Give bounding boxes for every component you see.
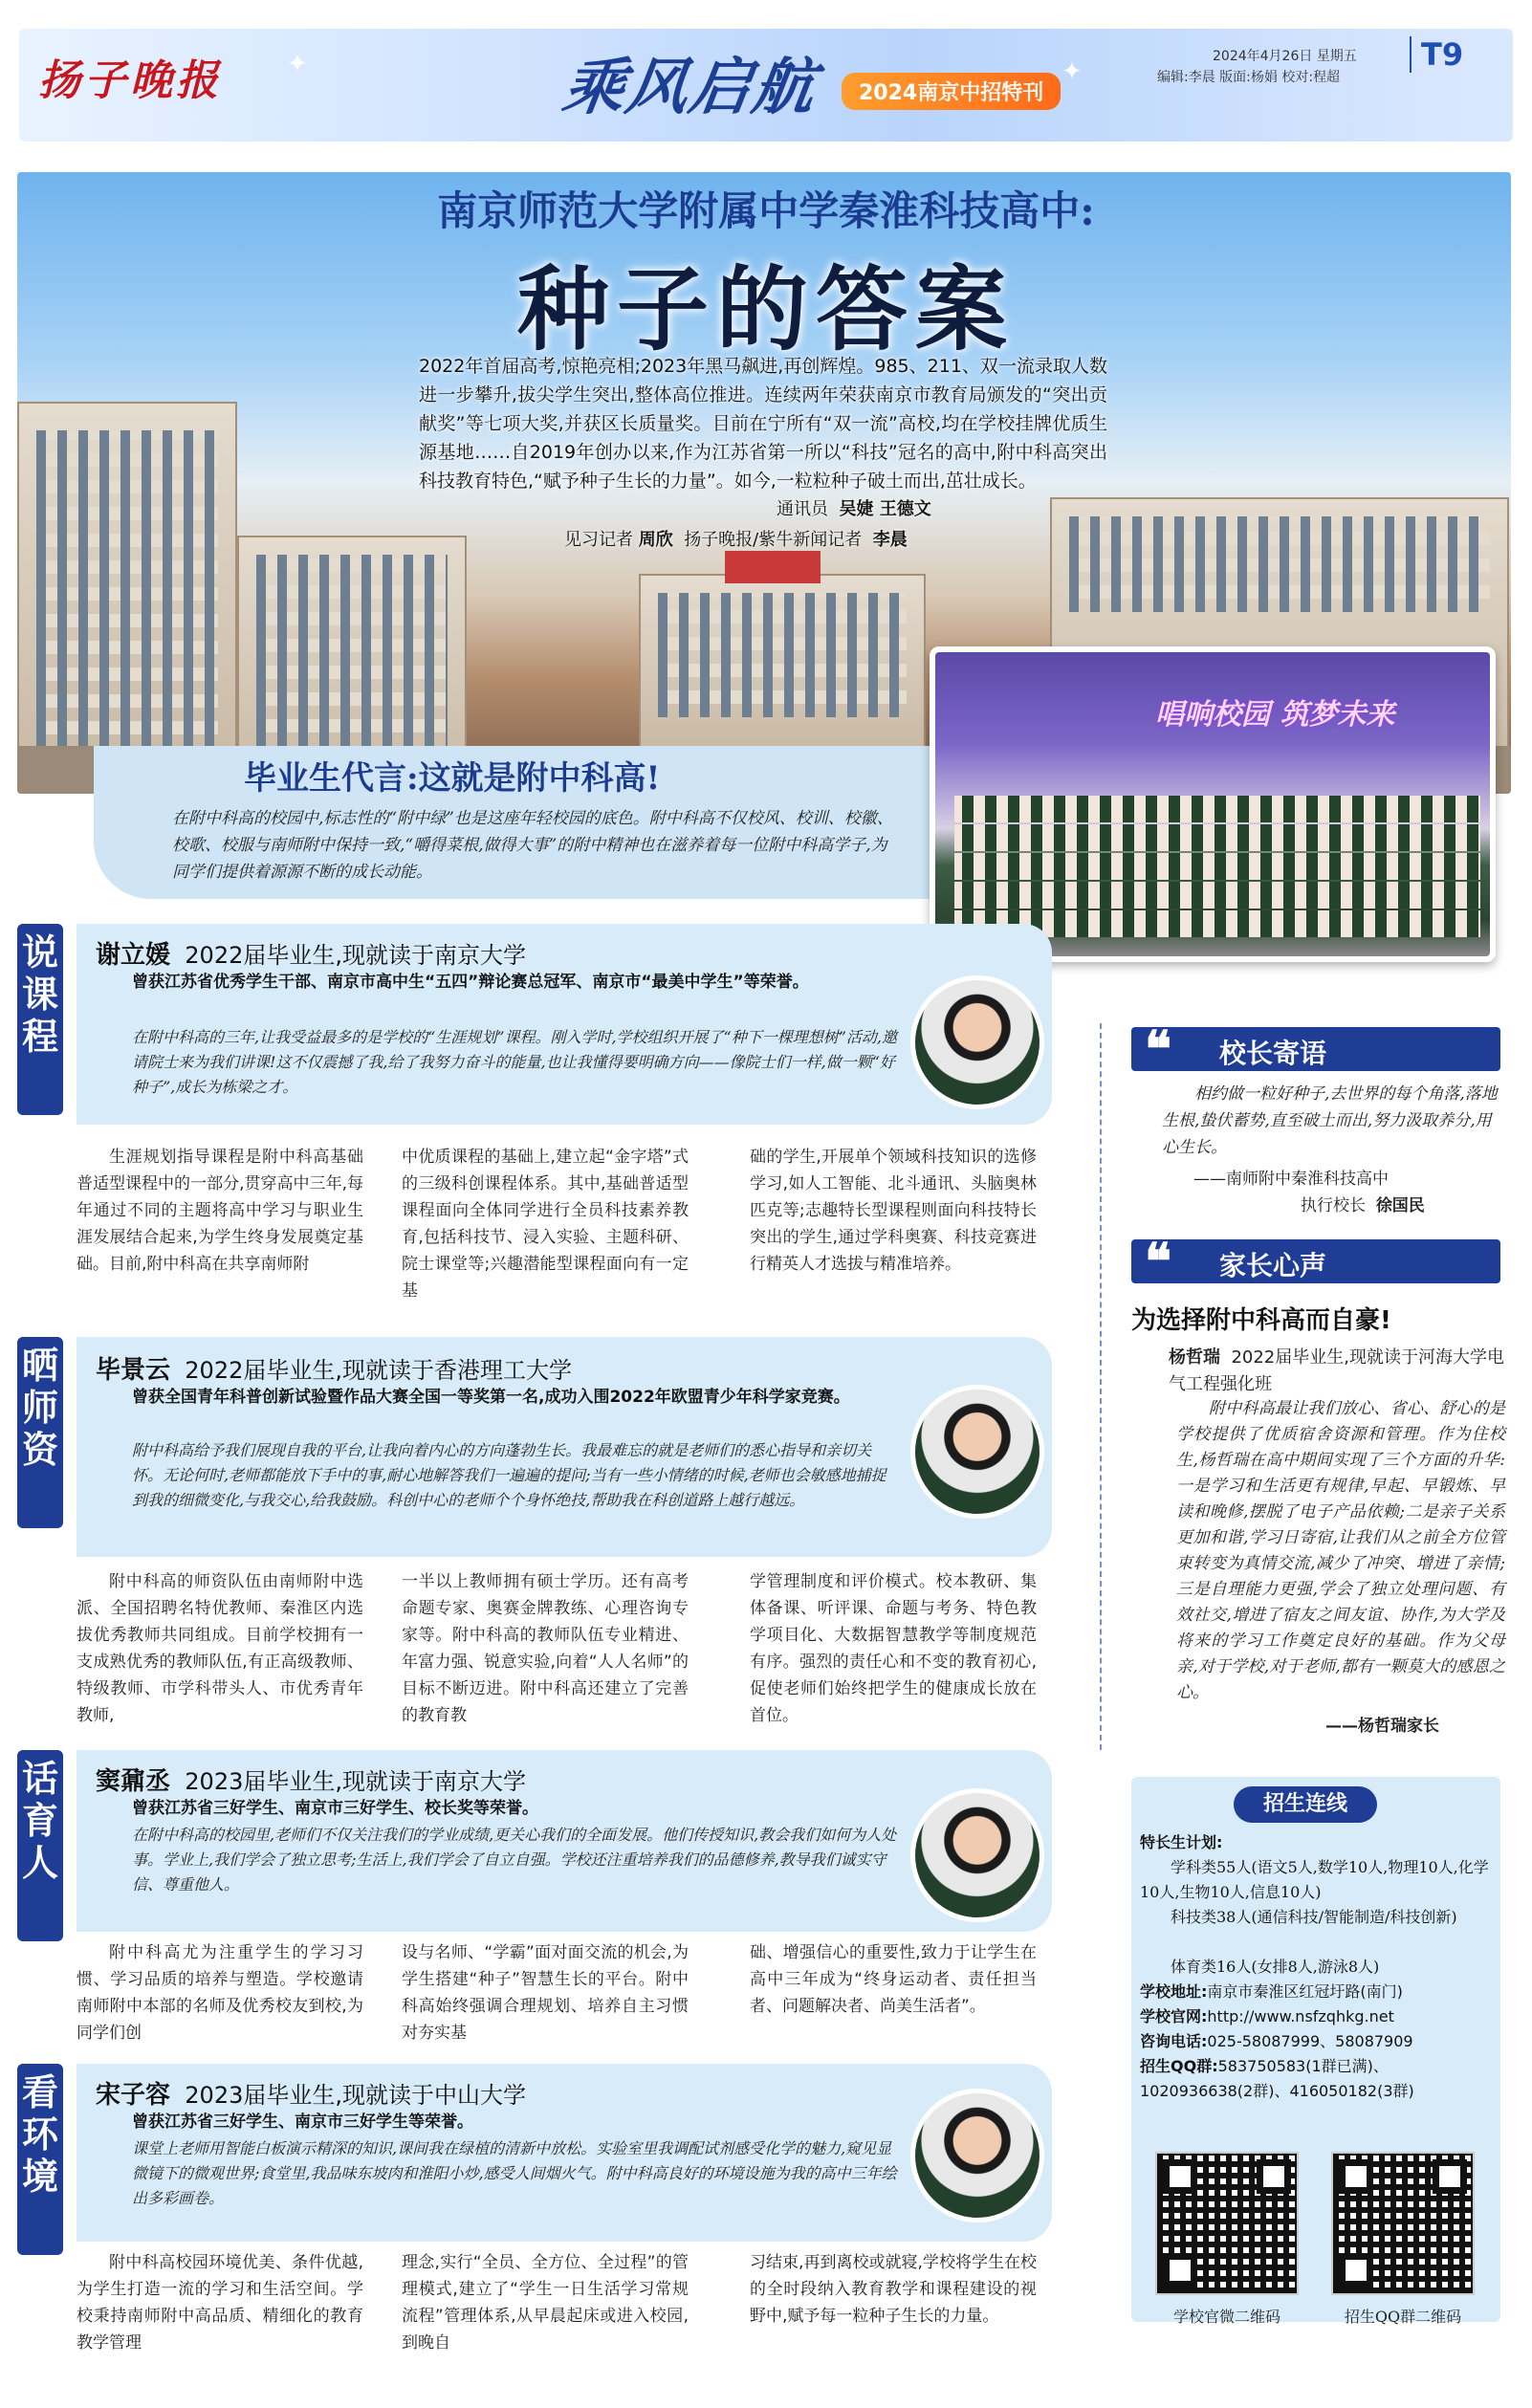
school-phone bbox=[1140, 2029, 1496, 2054]
principal-title-label: 执行校长 bbox=[1301, 1196, 1366, 1215]
newspaper-logo: 扬子晚报 bbox=[38, 56, 222, 105]
profile-honor: 曾获全国青年科普创新试验暨作品大赛全国一等奖第一名,成功入围2022年欧盟青少年科学家竞赛。 bbox=[132, 1388, 850, 1407]
plan-label: 特长生计划: bbox=[1140, 1833, 1223, 1851]
qq-label: 招生QQ群: bbox=[1140, 2057, 1218, 2075]
photo-banner: 唱响校园 筑梦未来 bbox=[1155, 698, 1395, 732]
page-number: T9 bbox=[1410, 36, 1463, 73]
profile-quote: 课堂上老师用智能白板演示精深的知识,课间我在绿植的清新中放松。实验室里我调配试剂感受化学的魅力,窥见显微镜下的微观世界;食堂里,我品味东坡肉和淮阳小炒,感受人间烟火气。附中科高良好的环境设施为我的高中三年绘出多彩画卷。 bbox=[132, 2139, 897, 2207]
article-column: 生涯规划指导课程是附中科高基础普适型课程中的一部分,贯穿高中三年,每年通过不同的主题将高中学习与职业生涯发展结合起来,为学生终身发展奠定基础。目前,附中科高在共享南师附 bbox=[77, 1148, 363, 1274]
graduation-group-photo bbox=[930, 646, 1496, 962]
plan-subject: 学科类55人(语文5人,数学10人,物理10人,化学10人,生物10人,信息10人) bbox=[1140, 1858, 1489, 1901]
qq-groups bbox=[1140, 2054, 1496, 2104]
phone-value: 025-58087999、58087909 bbox=[1207, 2032, 1413, 2050]
student-photo bbox=[910, 2089, 1044, 2222]
byline-label: 扬子晚报/紫牛新闻记者 bbox=[684, 530, 863, 550]
article-column: 一半以上教师拥有硕士学历。还有高考命题专家、奥赛金牌教练、心理咨询专家等。附中科高的教师队伍专业精进、年富力强、锐意实验,向着“人人名师”的目标不断迈进。附中科高还建立了完善的教育教 bbox=[402, 1572, 689, 1725]
student-name: 窦鼐丞 bbox=[96, 1767, 171, 1796]
parent-headline: 为选择附中科高而自豪! bbox=[1131, 1306, 1391, 1335]
parent-sign: ——杨哲瑞家长 bbox=[1325, 1717, 1439, 1736]
article-column: 础的学生,开展单个领域科技知识的选修学习,如人工智能、北斗通讯、头脑奥林匹克等;志趣特长型课程则面向科技特长突出的学生,通过学科奥赛、科技竞赛进行精英人才选拔与精准培养。 bbox=[750, 1148, 1037, 1274]
statement-title: 毕业生代言:这就是附中科高! bbox=[244, 759, 661, 798]
profile-name bbox=[96, 1350, 572, 1386]
quote-icon: ❝ bbox=[1145, 1233, 1171, 1291]
site-label: 学校官网: bbox=[1140, 2007, 1208, 2025]
profile-quote: 附中科高给予我们展现自我的平台,让我向着内心的方向蓬勃生长。我最难忘的就是老师们的悉心指导和亲切关怀。无论何时,老师都能放下手中的事,耐心地解答我们一遍遍的提问;当有一些小情绪的时候,老师也会敏感地捕捉到我的细微变化,与我交心,给我鼓励。科创中心的老师个个身怀绝技,帮助我在科创道路上越行越远。 bbox=[132, 1441, 886, 1509]
byline-names: 吴婕 王德文 bbox=[839, 499, 931, 519]
principal-sign: ——南师附中秦淮科技高中 bbox=[1193, 1170, 1389, 1189]
article-lead: 2022年首届高考,惊艳亮相;2023年黑马飙进,再创辉煌。985、211、双一流录取人数进一步攀升,拔尖学生突出,整体高位推进。连续两年荣获南京市教育局颁发的“突出贡献奖”等七项大奖,并获区长质量奖。目前在宁所有“双一流”高校,均在学校挂牌优质生源基地……自2019年创办以来,作为江苏省第一所以“科技”冠名的高中,附中科高突出科技教育特色,“赋予种子生长的力量”。如今,一粒粒种子破土而出,茁壮成长。 bbox=[419, 356, 1107, 492]
student-photo bbox=[910, 975, 1044, 1109]
byline-name: 周欣 bbox=[638, 530, 673, 550]
profile-name bbox=[96, 2075, 526, 2111]
qr-caption: 招生QQ群二维码 bbox=[1344, 2308, 1462, 2326]
student-photo bbox=[910, 1385, 1044, 1519]
profile-honor: 曾获江苏省三好学生、南京市三好学生等荣誉。 bbox=[132, 2112, 473, 2132]
student-desc: 2022届毕业生,现就读于南京大学 bbox=[185, 942, 526, 969]
school-website bbox=[1140, 2004, 1496, 2029]
quote-icon: ❝ bbox=[1145, 1020, 1171, 1079]
byline-label: 见习记者 bbox=[564, 530, 633, 550]
parent-student-name: 杨哲瑞 bbox=[1169, 1347, 1220, 1368]
address-label: 学校地址: bbox=[1140, 1982, 1208, 2001]
section-tab-courses: 说 课 程 bbox=[17, 924, 63, 1115]
student-photo bbox=[910, 1788, 1044, 1922]
article-column: 学管理制度和评价模式。校本教研、集体备课、听评课、命题与考务、特色教学项目化、大数据智慧教学等制度规范有序。强烈的责任心和不变的教育初心,促使老师们始终把学生的健康成长放在首位。 bbox=[750, 1572, 1037, 1725]
parent-header-label: 家长心声 bbox=[1219, 1250, 1327, 1281]
parent-student bbox=[1169, 1345, 1505, 1398]
byline-correspondents bbox=[777, 495, 931, 520]
qq-qr-code[interactable] bbox=[1331, 2152, 1475, 2295]
profile-honor: 曾获江苏省优秀学生干部、南京市高中生“五四”辩论赛总冠军、南京市“最美中学生”等荣誉。 bbox=[132, 973, 809, 992]
section-tab-education: 话 育 人 bbox=[17, 1750, 63, 1941]
profile-name bbox=[96, 935, 526, 971]
phone-label: 咨询电话: bbox=[1140, 2032, 1208, 2050]
article-column: 附中科高校园环境优美、条件优越,为学生打造一流的学习和生活空间。学校秉持南师附中高品质、精细化的教育教学管理 bbox=[77, 2253, 363, 2353]
section-tab-teachers: 晒 师 资 bbox=[17, 1337, 63, 1528]
student-desc: 2022届毕业生,现就读于香港理工大学 bbox=[185, 1357, 572, 1384]
wechat-qr-code[interactable] bbox=[1155, 2152, 1299, 2295]
student-name: 毕景云 bbox=[96, 1356, 171, 1385]
parent-student-desc: 2022届毕业生,现就读于河海大学电气工程强化班 bbox=[1169, 1347, 1504, 1394]
principal-name: 徐国民 bbox=[1375, 1196, 1425, 1215]
parent-header bbox=[1131, 1233, 1500, 1291]
column-divider bbox=[1100, 1023, 1102, 1750]
admissions-title: 招生连线 bbox=[1234, 1786, 1377, 1823]
section-tab-environment: 看 环 境 bbox=[17, 2064, 63, 2255]
article-column: 理念,实行“全员、全方位、全过程”的管理模式,建立了“学生一日生活学习常规流程”管理体系,从早晨起床或进入校园,到晚自 bbox=[402, 2253, 689, 2353]
principal-header-label: 校长寄语 bbox=[1219, 1038, 1327, 1069]
star-icon: ✦ bbox=[287, 50, 308, 78]
student-name: 宋子容 bbox=[96, 2081, 171, 2110]
article-column: 附中科高尤为注重学生的学习习惯、学习品质的培养与塑造。学校邀请南师附中本部的名师及优秀校友到校,为同学们创 bbox=[77, 1943, 363, 2043]
statement-body: 在附中科高的校园中,标志性的“附中绿”也是这座年轻校园的底色。附中科高不仅校风、校训、校徽、校歌、校服与南师附中保持一致,“嚼得菜根,做得大事”的附中精神也在滋养着每一位附中科高学子,为同学们提供着源源不断的成长动能。 bbox=[172, 809, 893, 882]
profile-name bbox=[96, 1762, 526, 1797]
special-slogan: 乘风启航 bbox=[558, 52, 821, 123]
issue-date: 2024年4月26日 星期五 bbox=[1213, 49, 1357, 64]
principal-message: 相约做一粒好种子,去世界的每个角落,落地生根,蛰伏蓄势,直至破土而出,努力汲取养分,用心生长。 bbox=[1162, 1084, 1498, 1157]
article-column: 习结束,再到离校或就寝,学校将学生在校的全时段纳入教育教学和课程建设的视野中,赋予每一粒种子生长的力量。 bbox=[750, 2253, 1037, 2326]
special-issue-tag: 2024南京中招特刊 bbox=[842, 73, 1061, 110]
article-column: 础、增强信心的重要性,致力于让学生在高中三年成为“终身运动者、责任担当者、问题解决者、尚美生活者”。 bbox=[750, 1943, 1037, 2016]
student-name: 谢立媛 bbox=[96, 941, 171, 970]
article-column: 中优质课程的基础上,建立起“金字塔”式的三级科创课程体系。其中,基础普适型课程面向全体同学进行全员科技素养教育,包括科技节、浸入实验、主题科研、院士课堂等;兴趣潜能型课程面向有一定基 bbox=[402, 1148, 689, 1301]
parent-letter: 附中科高最让我们放心、省心、舒心的是学校提供了优质宿舍资源和管理。作为住校生,杨哲瑞在高中期间实现了三个方面的升华:一是学习和生活更有规律,早起、早锻炼、早读和晚修,摆脱了电子产品依赖;二是亲子关系更加和谐,学习日寄宿,让我们从之前全方位管束转变为真情交流,减少了冲突、增进了亲情;三是自理能力更强,学会了独立处理问题、有效社交,增进了宿友之间友谊、协作,为大学及将来的学习工作奠定良好的基础。作为父母亲,对于学校,对于老师,都有一颗莫大的感恩之心。 bbox=[1176, 1399, 1505, 1702]
byline-reporters bbox=[564, 526, 908, 551]
profile-quote: 在附中科高的三年,让我受益最多的是学校的“生涯规划”课程。刚入学时,学校组织开展了“种下一棵理想树”活动,邀请院士来为我们讲课!这不仅震撼了我,给了我努力奋斗的能量,也让我懂得要明确方向——像院士们一样,做一颗“好种子”,成长为栋梁之才。 bbox=[132, 1028, 897, 1096]
plan-tech: 科技类38人(通信科技/智能制造/科技创新) bbox=[1171, 1908, 1457, 1926]
qr-caption: 学校官微二维码 bbox=[1172, 2308, 1280, 2326]
plan-sports: 体育类16人(女排8人,游泳8人) bbox=[1171, 1958, 1380, 1976]
profile-honor: 曾获江苏省三好学生、南京市三好学生、校长奖等荣誉。 bbox=[132, 1799, 538, 1818]
article-column: 附中科高的师资队伍由南师附中选派、全国招聘名特优教师、秦淮区内选拔优秀教师共同组成。目前学校拥有一支成熟优秀的教师队伍,有正高级教师、特级教师、市学科带头人、市优秀青年教师, bbox=[77, 1572, 363, 1725]
student-desc: 2023届毕业生,现就读于南京大学 bbox=[185, 1768, 526, 1795]
article-headline: 种子的答案 bbox=[517, 255, 1015, 363]
article-column: 设与名师、“学霸”面对面交流的机会,为学生搭建“种子”智慧生长的平台。附中科高始终强调合理规划、培养自主习惯对夯实基 bbox=[402, 1943, 689, 2043]
address-value: 南京市秦淮区红冠圩路(南门) bbox=[1207, 1982, 1403, 2001]
profile-quote: 在附中科高的校园里,老师们不仅关注我们的学业成绩,更关心我们的全面发展。他们传授知识,教会我们如何为人处事。学业上,我们学会了独立思考;生活上,我们学会了自立自强。学校还注重培养我们的品德修养,教导我们诚实守信、尊重他人。 bbox=[132, 1826, 897, 1894]
school-address bbox=[1140, 1980, 1496, 2004]
star-icon: ✦ bbox=[1061, 57, 1083, 86]
site-link[interactable]: http://www.nsfzqhkg.net bbox=[1207, 2007, 1394, 2025]
qq-value: 583750583(1群已满)、1020936638(2群)、416050182(3群) bbox=[1140, 2057, 1414, 2100]
byline-label: 通讯员 bbox=[777, 499, 828, 519]
article-kicker: 南京师范大学附属中学秦淮科技高中: bbox=[437, 187, 1095, 234]
principal-header bbox=[1131, 1020, 1500, 1079]
editor-credits: 编辑:李晨 版面:杨娟 校对:程超 bbox=[1157, 70, 1341, 85]
byline-name: 李晨 bbox=[872, 530, 908, 550]
student-desc: 2023届毕业生,现就读于中山大学 bbox=[185, 2082, 526, 2109]
principal-title bbox=[1301, 1192, 1425, 1215]
